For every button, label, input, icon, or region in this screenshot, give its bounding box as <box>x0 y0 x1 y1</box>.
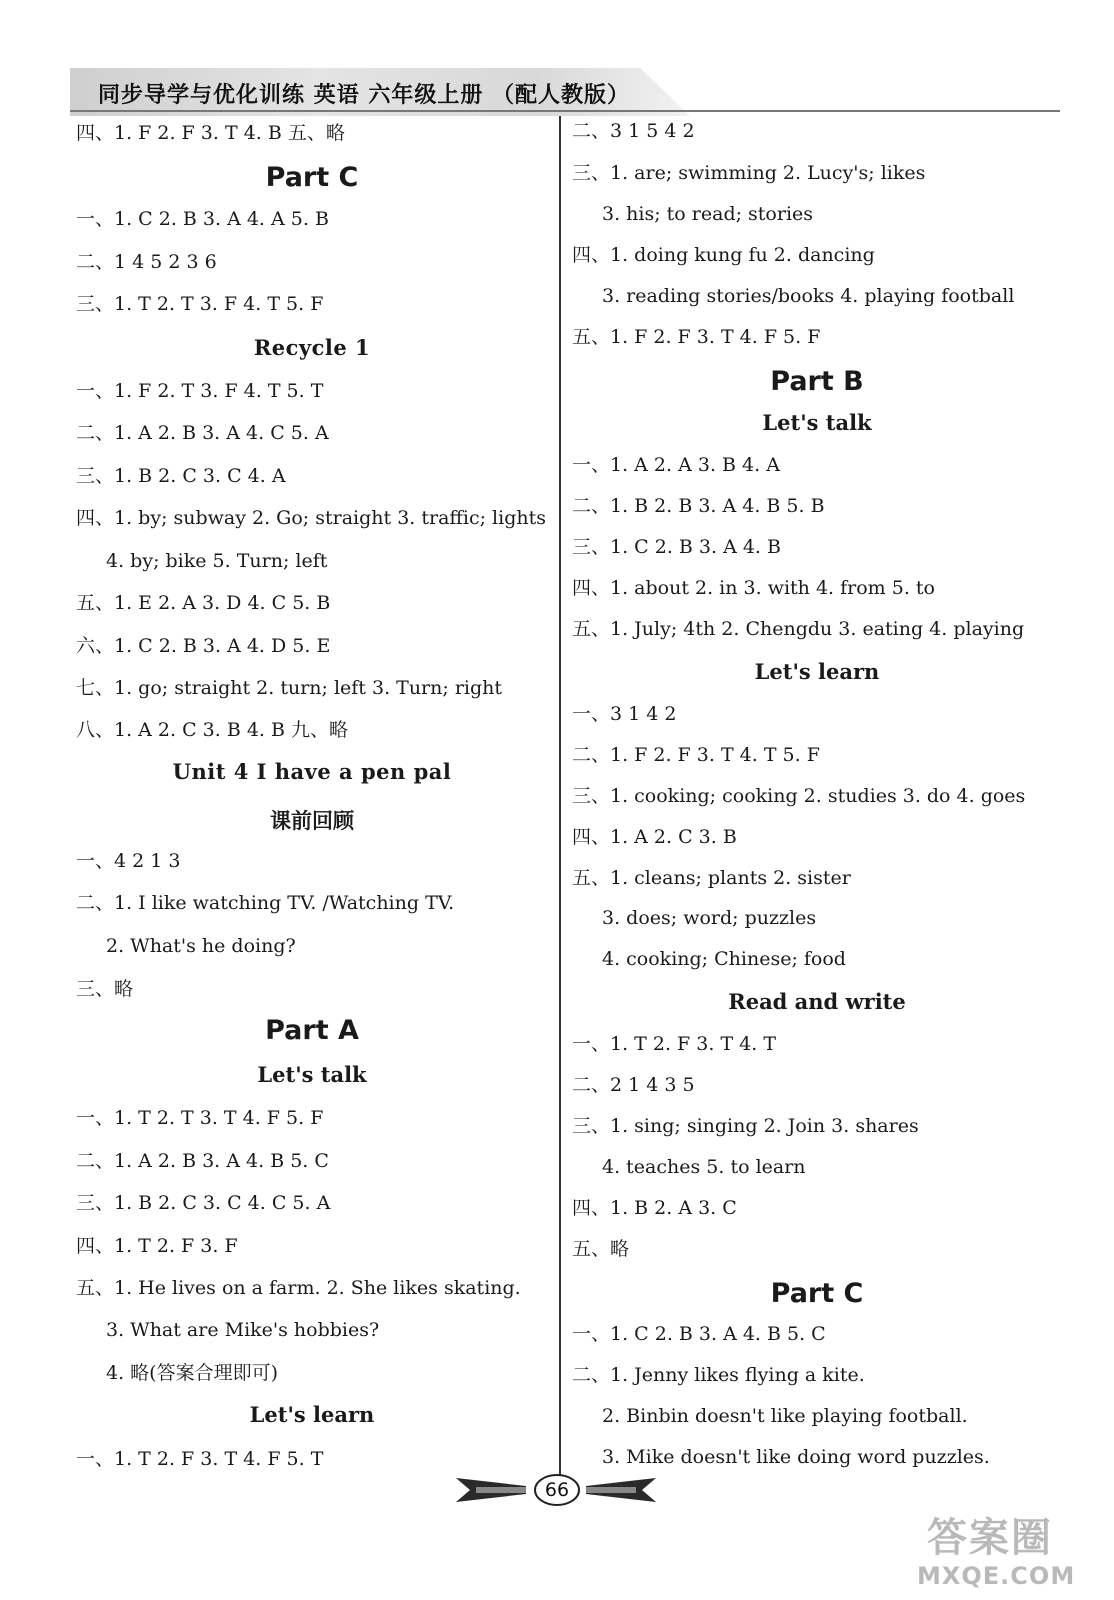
column-divider <box>559 116 561 1486</box>
answer-line: 七、1. go; straight 2. turn; left 3. Turn; right <box>76 677 503 699</box>
section-subheading: Let's talk <box>762 410 872 435</box>
answer-line-continued: 2. Binbin doesn't like playing football. <box>602 1405 968 1427</box>
answer-line: 四、1. B 2. A 3. C <box>572 1197 737 1219</box>
answer-line-continued: 4. by; bike 5. Turn; left <box>106 550 328 572</box>
answer-line: 三、1. cooking; cooking 2. studies 3. do 4. goes <box>572 785 1026 807</box>
answer-line: 一、1. T 2. F 3. T 4. F 5. T <box>76 1448 324 1470</box>
answer-line-continued: 2. What's he doing? <box>106 935 296 957</box>
watermark-cn: 答案圈 <box>927 1515 1053 1561</box>
answer-line: 三、1. B 2. C 3. C 4. A <box>76 465 286 487</box>
answer-line: 二、1. A 2. B 3. A 4. C 5. A <box>76 422 329 444</box>
header-rule <box>70 110 1060 112</box>
part-heading: Part B <box>770 366 864 397</box>
answer-line: 四、1. A 2. C 3. B <box>572 826 737 848</box>
header-title: 同步导学与优化训练 英语 六年级上册 （配人教版） <box>98 82 630 108</box>
part-heading: Part C <box>770 1278 864 1309</box>
answer-line: 三、1. sing; singing 2. Join 3. shares <box>572 1115 919 1137</box>
answer-line-continued: 3. What are Mike's hobbies? <box>106 1319 380 1341</box>
answer-line-continued: 4. 略(答案合理即可) <box>106 1362 278 1384</box>
answer-line-continued: 3. reading stories/books 4. playing football <box>602 285 1015 307</box>
answer-line: 一、4 2 1 3 <box>76 850 181 872</box>
answer-line: 一、1. T 2. F 3. T 4. T <box>572 1033 776 1055</box>
answer-line: 五、1. F 2. F 3. T 4. F 5. F <box>572 326 821 348</box>
answer-line: 二、1. A 2. B 3. A 4. B 5. C <box>76 1150 329 1172</box>
answer-line: 六、1. C 2. B 3. A 4. D 5. E <box>76 635 331 657</box>
answer-line: 四、1. by; subway 2. Go; straight 3. traffic; lights <box>76 507 546 529</box>
answer-line: 一、1. C 2. B 3. A 4. B 5. C <box>572 1323 826 1345</box>
answer-line: 三、1. T 2. T 3. F 4. T 5. F <box>76 293 324 315</box>
answer-line: 一、3 1 4 2 <box>572 703 677 725</box>
answer-line: 二、3 1 5 4 2 <box>572 120 695 142</box>
answer-line: 五、1. E 2. A 3. D 4. C 5. B <box>76 592 331 614</box>
answer-line: 四、1. T 2. F 3. F <box>76 1235 238 1257</box>
answer-line: 二、1. B 2. B 3. A 4. B 5. B <box>572 495 825 517</box>
unit-heading: Unit 4 I have a pen pal <box>172 759 452 784</box>
answer-line: 五、1. cleans; plants 2. sister <box>572 867 851 889</box>
answer-line: 二、1. F 2. F 3. T 4. T 5. F <box>572 744 820 766</box>
section-subheading: Let's learn <box>249 1402 375 1427</box>
watermark-en: MXQE.COM <box>917 1562 1076 1590</box>
answer-line: 三、1. C 2. B 3. A 4. B <box>572 536 781 558</box>
answer-line: 四、1. doing kung fu 2. dancing <box>572 244 875 266</box>
answer-line: 八、1. A 2. C 3. B 4. B 九、略 <box>76 719 349 741</box>
page-number: 66 <box>544 1479 570 1501</box>
section-subheading: Let's learn <box>754 659 880 684</box>
page-footer <box>456 1470 656 1510</box>
section-subheading: Let's talk <box>257 1062 367 1087</box>
answer-line: 五、1. He lives on a farm. 2. She likes skating. <box>76 1277 521 1299</box>
part-heading: Part C <box>265 162 359 193</box>
answer-line: 二、1. Jenny likes flying a kite. <box>572 1364 865 1386</box>
answer-line-continued: 3. his; to read; stories <box>602 203 814 225</box>
answer-line: 二、2 1 4 3 5 <box>572 1074 695 1096</box>
answer-line: 四、1. about 2. in 3. with 4. from 5. to <box>572 577 935 599</box>
answer-line: 一、1. C 2. B 3. A 4. A 5. B <box>76 208 329 230</box>
watermark <box>915 1506 1095 1596</box>
part-heading: Part A <box>265 1015 359 1046</box>
answer-line: 二、1. I like watching TV. /Watching TV. <box>76 892 455 914</box>
answer-line: 四、1. F 2. F 3. T 4. B 五、略 <box>76 122 345 144</box>
answer-line-continued: 3. Mike doesn't like doing word puzzles. <box>602 1446 990 1468</box>
section-subheading: Read and write <box>728 989 906 1014</box>
answer-line: 三、略 <box>76 978 134 1000</box>
answer-line: 五、略 <box>572 1238 630 1260</box>
answer-line-continued: 4. teaches 5. to learn <box>602 1156 806 1178</box>
unit-heading: Recycle 1 <box>253 335 371 360</box>
answer-line: 一、1. T 2. T 3. T 4. F 5. F <box>76 1107 324 1129</box>
answer-line: 五、1. July; 4th 2. Chengdu 3. eating 4. playing <box>572 618 1025 640</box>
answer-line-continued: 4. cooking; Chinese; food <box>602 948 846 970</box>
answer-line: 一、1. F 2. T 3. F 4. T 5. T <box>76 380 324 402</box>
answer-line: 一、1. A 2. A 3. B 4. A <box>572 454 780 476</box>
answer-line: 三、1. B 2. C 3. C 4. C 5. A <box>76 1192 331 1214</box>
answer-line: 二、1 4 5 2 3 6 <box>76 251 217 273</box>
answer-line-continued: 3. does; word; puzzles <box>602 907 817 929</box>
answer-line: 三、1. are; swimming 2. Lucy's; likes <box>572 162 926 184</box>
section-subheading: 课前回顾 <box>270 808 354 833</box>
